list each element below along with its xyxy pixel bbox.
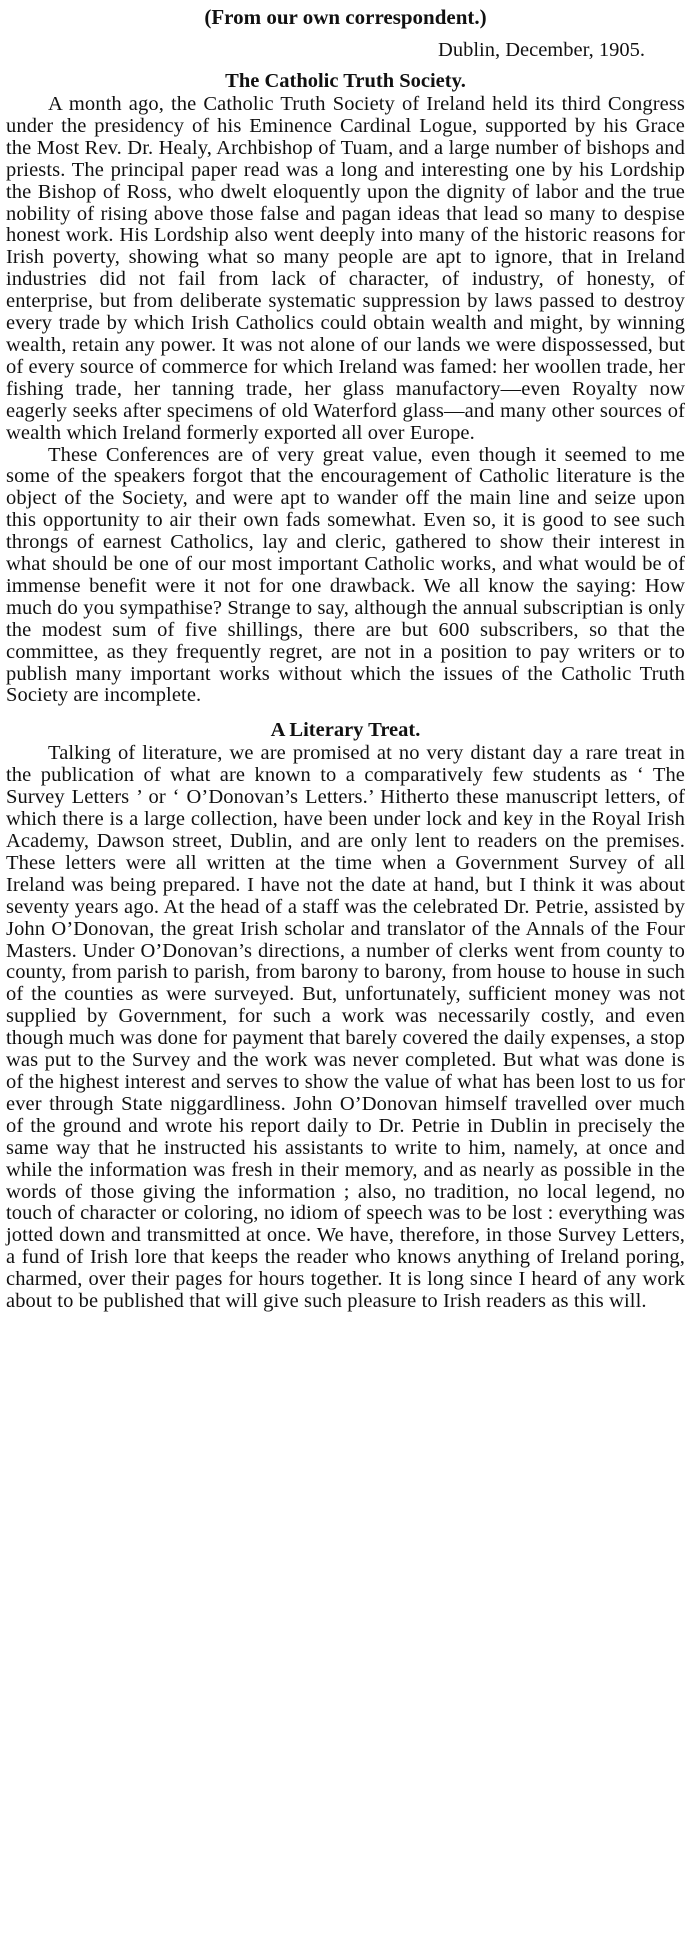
- section-heading-catholic-truth-society: The Catholic Truth Society.: [225, 70, 466, 92]
- paragraph: A month ago, the Catholic Truth Society of Ireland held its third Congress under the presidency of his Eminence Cardinal Logue, supported by his Grace the Most Rev. Dr. Healy, Archbishop of Tuam, and a large number of bishops and priests. The principal paper read was a long and interesting one by his Lordship the Bishop of Ross, who dwelt eloquently upon the dignity of labor and the true nobility of rising above those false and pagan ideas that lead so many to despise honest work. His Lordship also went deeply into many of the historic reasons for Irish poverty, showing what so many people are apt to ignore, that in Ireland industries did not fail from lack of character, of industry, of honesty, of enterprise, but from deliberate systematic suppression by laws passed to destroy every trade by which Irish Catholics could obtain wealth and might, by winning wealth, retain any power. It was not alone of our lands we were dispossessed, but of every source of commerce for which Ireland was famed: her woollen trade, her fishing trade, her tanning trade, her glass manufactory—even Royalty now eagerly seeks after specimens of old Waterford glass—and many other sources of wealth which Ireland formerly exported all over Europe.: [6, 93, 685, 444]
- dateline: Dublin, December, 1905.: [438, 39, 645, 61]
- correspondent-byline: (From our own correspondent.): [204, 5, 487, 29]
- paragraph: Talking of literature, we are promised at no very distant day a rare treat in the publication of what are known to a comparatively few students as ‘ The Survey Letters ’ or ‘ O’Donovan’s Letters.’ Hitherto these manuscript letters, of which there is a large collection, have been under lock and key in the Royal Irish Academy, Dawson street, Dublin, and are only lent to readers on the premises. These letters were all written at the time when a Government Survey of all Ireland was being prepared. I have not the date at hand, but I think it was about seventy years ago. At the head of a staff was the celebrated Dr. Petrie, assisted by John O’Donovan, the great Irish scholar and translator of the Annals of the Four Masters. Under O’Donovan’s directions, a number of clerks went from county to county, from parish to parish, from barony to barony, from house to house in such of the counties as were surveyed. But, unfortunately, sufficient money was not supplied by Government, for such a work was necessarily costly, and even though much was done for payment that barely covered the daily expenses, a stop was put to the Survey and the work was never completed. But what was done is of the highest interest and serves to show the value of what has been lost to us for ever through State niggardliness. John O’Donovan himself travelled over much of the ground and wrote his report daily to Dr. Petrie in Dublin in precisely the same way that he instructed his assistants to write to him, namely, at once and while the information was fresh in their memory, and as nearly as possible in the words of those giving the information ; also, no tradition, no local legend, no touch of character or coloring, no idiom of speech was to be lost : everything was jotted down and transmitted at once. We have, therefore, in those Survey Letters, a fund of Irish lore that keeps the reader who knows anything of Ireland poring, charmed, over their pages for hours together. It is long since I heard of any work about to be published that will give such pleasure to Irish readers as this will.: [6, 742, 685, 1313]
- paragraph: These Conferences are of very great value, even though it seemed to me some of the speakers forgot that the encouragement of Catholic literature is the object of the Society, and were apt to wander off the main line and seize upon this opportunity to air their own fads somewhat. Even so, it is good to see such throngs of earnest Catholics, lay and cleric, gathered to show their interest in what should be one of our most important Catholic works, and what would be of immense benefit were it not for one drawback. We all know the saying: How much do you sympathise? Strange to say, although the annual subscriptian is only the modest sum of five shillings, there are but 600 subscribers, so that the committee, as they frequently regret, are not in a position to pay writers or to publish many important works without which the issues of the Catholic Truth Society are incomplete.: [6, 443, 685, 707]
- section-divider: [6, 707, 685, 713]
- section-heading-literary-treat: A Literary Treat.: [270, 719, 421, 742]
